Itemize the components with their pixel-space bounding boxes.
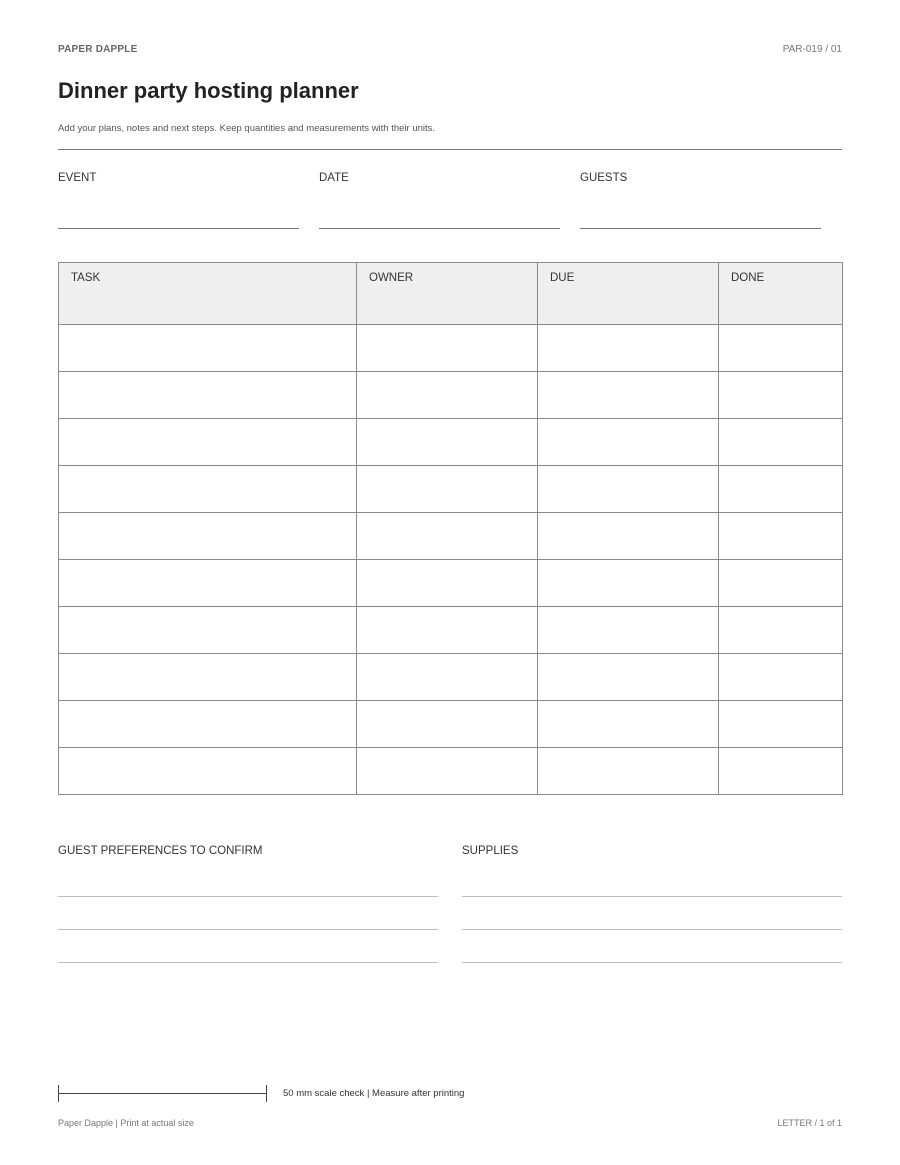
owner-cell[interactable] xyxy=(357,654,538,701)
column-header-due: DUE xyxy=(538,263,719,325)
task-table-body xyxy=(59,325,843,795)
task-cell[interactable] xyxy=(59,419,357,466)
guest-preferences-label: GUEST PREFERENCES TO CONFIRM xyxy=(58,845,263,857)
guest-preferences-line[interactable] xyxy=(58,962,438,963)
page-subtitle: Add your plans, notes and next steps. Keep quantities and measurements with their units. xyxy=(58,123,436,134)
table-row xyxy=(59,654,843,701)
task-cell[interactable] xyxy=(59,654,357,701)
owner-cell[interactable] xyxy=(357,560,538,607)
task-table xyxy=(58,262,843,795)
table-row xyxy=(59,325,843,372)
guests-label: GUESTS xyxy=(580,172,628,184)
done-cell[interactable] xyxy=(719,748,843,795)
owner-cell[interactable] xyxy=(357,513,538,560)
table-row xyxy=(59,560,843,607)
done-cell[interactable] xyxy=(719,372,843,419)
event-label: EVENT xyxy=(58,172,97,184)
task-cell[interactable] xyxy=(59,466,357,513)
due-cell[interactable] xyxy=(538,748,719,795)
scale-bar-end-tick xyxy=(266,1085,267,1102)
done-cell[interactable] xyxy=(719,325,843,372)
table-row xyxy=(59,607,843,654)
supplies-line[interactable] xyxy=(462,896,842,897)
scale-bar-line xyxy=(58,1093,266,1094)
page-title: Dinner party hosting planner xyxy=(58,78,359,103)
supplies-section xyxy=(462,845,842,857)
due-cell[interactable] xyxy=(538,654,719,701)
done-cell[interactable] xyxy=(719,419,843,466)
guests-write-line xyxy=(580,228,821,229)
brand-name: PAPER DAPPLE xyxy=(58,44,138,55)
column-header-owner: OWNER xyxy=(357,263,538,325)
guests-field[interactable] xyxy=(580,172,821,230)
owner-cell[interactable] xyxy=(357,466,538,513)
supplies-line[interactable] xyxy=(462,929,842,930)
task-cell[interactable] xyxy=(59,372,357,419)
footer-left: Paper Dapple | Print at actual size xyxy=(58,1118,194,1128)
date-label: DATE xyxy=(319,172,349,184)
owner-cell[interactable] xyxy=(357,748,538,795)
done-cell[interactable] xyxy=(719,701,843,748)
document-id: PAR-019 / 01 xyxy=(782,44,842,55)
owner-cell[interactable] xyxy=(357,607,538,654)
owner-cell[interactable] xyxy=(357,701,538,748)
table-row xyxy=(59,419,843,466)
header-divider xyxy=(58,149,842,150)
scale-note: 50 mm scale check | Measure after printing xyxy=(283,1088,465,1099)
done-cell[interactable] xyxy=(719,466,843,513)
due-cell[interactable] xyxy=(538,372,719,419)
table-row xyxy=(59,701,843,748)
footer-right: LETTER / 1 of 1 xyxy=(777,1118,842,1128)
column-header-done: DONE xyxy=(719,263,843,325)
planner-page xyxy=(58,0,842,1165)
scale-bar xyxy=(58,1085,268,1101)
task-cell[interactable] xyxy=(59,325,357,372)
table-row xyxy=(59,466,843,513)
done-cell[interactable] xyxy=(719,513,843,560)
scale-bar-start-tick xyxy=(58,1085,59,1102)
task-cell[interactable] xyxy=(59,748,357,795)
guest-preferences-line[interactable] xyxy=(58,896,438,897)
date-field[interactable] xyxy=(319,172,560,230)
event-write-line xyxy=(58,228,299,229)
task-cell[interactable] xyxy=(59,513,357,560)
task-cell[interactable] xyxy=(59,560,357,607)
table-row xyxy=(59,748,843,795)
due-cell[interactable] xyxy=(538,466,719,513)
task-cell[interactable] xyxy=(59,701,357,748)
supplies-label: SUPPLIES xyxy=(462,845,519,857)
column-header-task: TASK xyxy=(59,263,357,325)
guest-preferences-section xyxy=(58,845,438,857)
done-cell[interactable] xyxy=(719,560,843,607)
task-cell[interactable] xyxy=(59,607,357,654)
owner-cell[interactable] xyxy=(357,372,538,419)
event-field[interactable] xyxy=(58,172,299,230)
due-cell[interactable] xyxy=(538,419,719,466)
task-table-header-row xyxy=(59,263,843,325)
done-cell[interactable] xyxy=(719,654,843,701)
owner-cell[interactable] xyxy=(357,325,538,372)
due-cell[interactable] xyxy=(538,513,719,560)
table-row xyxy=(59,372,843,419)
due-cell[interactable] xyxy=(538,701,719,748)
supplies-line[interactable] xyxy=(462,962,842,963)
due-cell[interactable] xyxy=(538,607,719,654)
due-cell[interactable] xyxy=(538,325,719,372)
done-cell[interactable] xyxy=(719,607,843,654)
guest-preferences-line[interactable] xyxy=(58,929,438,930)
table-row xyxy=(59,513,843,560)
date-write-line xyxy=(319,228,560,229)
due-cell[interactable] xyxy=(538,560,719,607)
owner-cell[interactable] xyxy=(357,419,538,466)
